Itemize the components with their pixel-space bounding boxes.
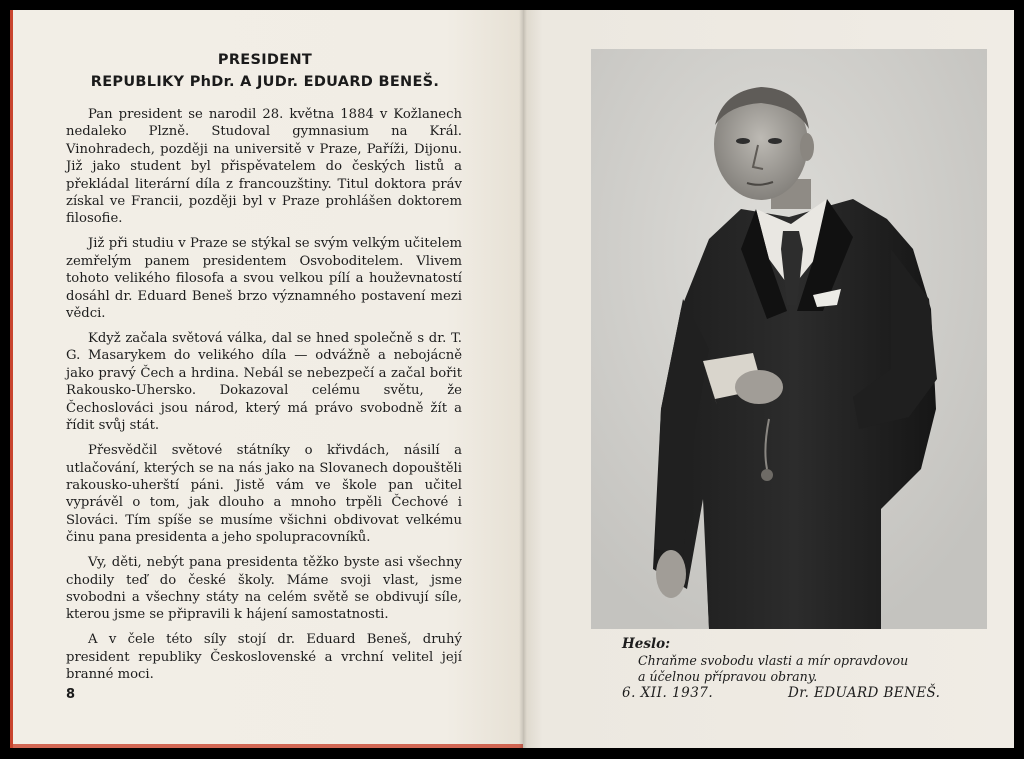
book-gutter [519,10,527,748]
paragraph: Přesvědčil světové státníky o křivdách, násilí a utlačování, kterých se na nás jako na Slovanech dopouštěli rakousko-uherští páni. Jistě vám ve škole pan učitel vyprávěl o tom, jak dlouho a mnoho trpěli Čechové i Slováci. Tím spíše se musíme všichni obdivovat velkému činu pana presidenta a jeho spolupracovníků. [66,443,462,546]
caption-signature: Dr. EDUARD BENEŠ. [788,685,941,701]
book-spread [10,10,1014,748]
portrait-figure [591,49,987,629]
caption-date: 6. XII. 1937. [622,685,714,701]
paragraph: A v čele této síly stojí dr. Eduard Beneš, druhý president republiky Československé a vrchní velitel její branné moci. [66,632,462,683]
motto-line: a účelnou přípravou obrany. [638,668,818,684]
paragraph: Vy, děti, nebýt pana presidenta těžko byste asi všechny chodily teď do české školy. Máme svoji vlast, jsme svobodni a všechny státy na celém světě se obdivují síle, kterou jsme se připravili k hájení samostatnosti. [66,555,462,623]
page-heading-line1: PRESIDENT [217,52,313,68]
page-edge [10,744,523,748]
paragraph: Pan president se narodil 28. května 1884 v Kožlanech nedaleko Plzně. Studoval gymnasium na Král. Vinohradech, později na universitě v Praze, Paříži, Dijonu. Již jako student byl přispěvatelem do českých listů a překládal literární díla z francouzštiny. Titul doktora práv získal ve Francii, později byl v Praze prohlášen doktorem filosofie. [66,107,462,227]
motto-text [638,653,968,684]
paragraph: Již při studiu v Praze se stýkal se svým velkým učitelem zemřelým panem presidentem Osvoboditelem. Vlivem tohoto velikého filosofa a svou velkou pílí a houževnatostí dosáhl dr. Eduard Beneš brzo významného postavení mezi vědci. [66,236,462,322]
portrait-photo [591,49,987,629]
motto-line: Chraňme svobodu vlasti a mír opravdovou [638,653,909,668]
biography-text [66,106,462,691]
page-number: 8 [66,687,76,702]
paragraph: Když začala světová válka, dal se hned společně s dr. T. G. Masarykem do velikého díla — odvážně a nebojácně jako pravý Čech a hrdina. Nebál se nebezpečí a začal bořit Rakousko-Uhersko. Dokazoval celému světu, že Čechoslováci jsou národ, který má právo svobodně žít a řídit svůj stát. [66,331,462,434]
page-heading-line2: REPUBLIKY PhDr. A JUDr. EDUARD BENEŠ. [90,74,440,90]
motto-label: Heslo: [622,636,671,652]
